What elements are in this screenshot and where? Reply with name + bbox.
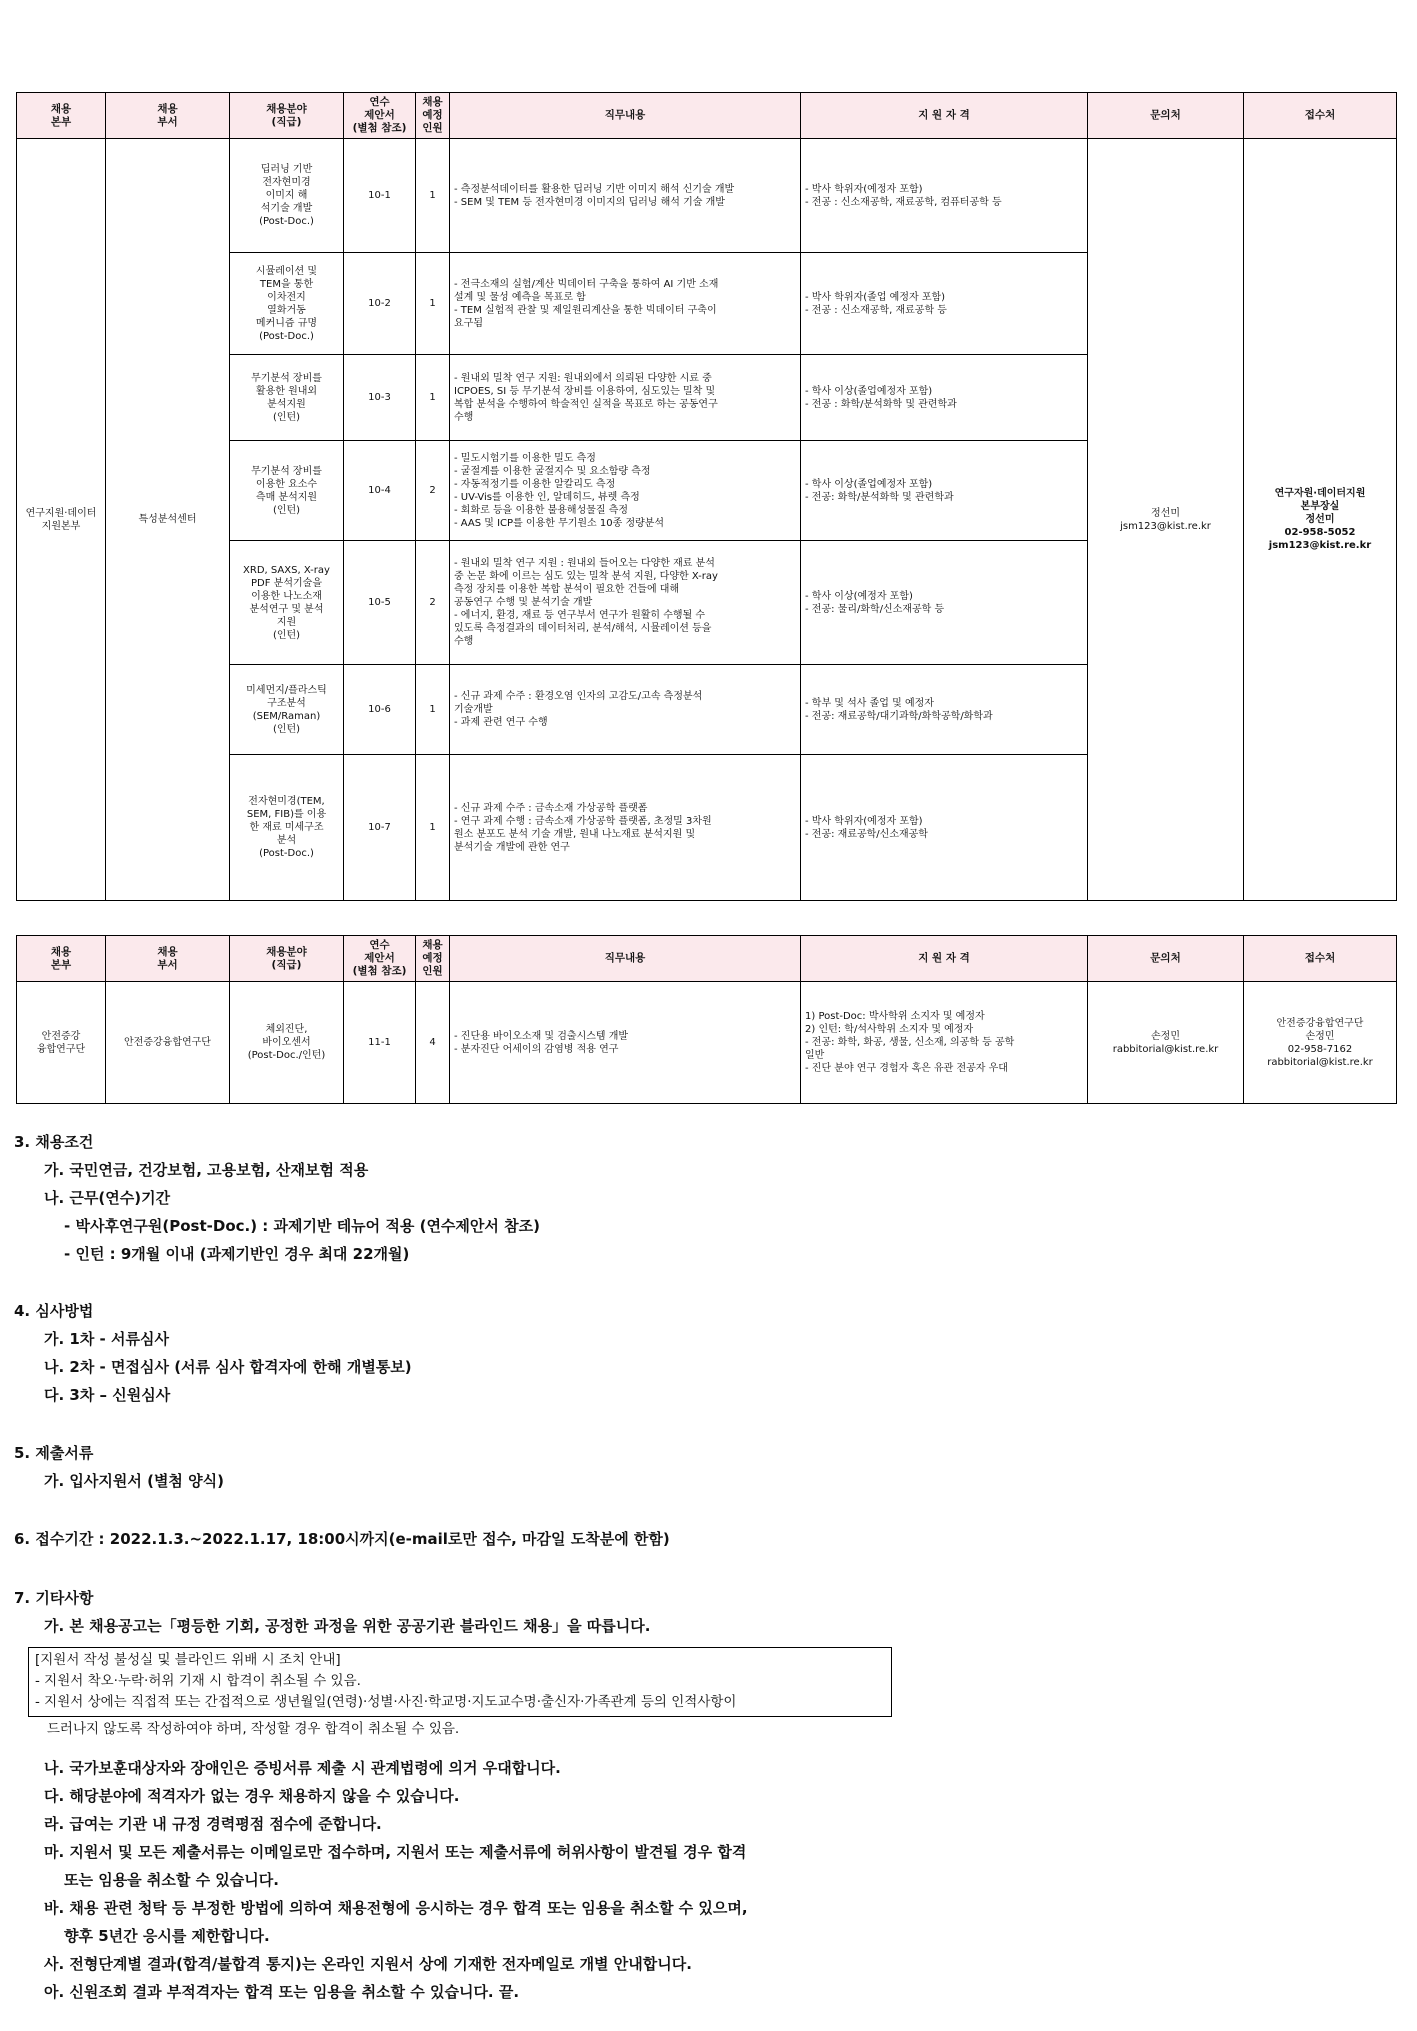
contact-cell: 손정민 rabbitorial@kist.re.kr — [1088, 982, 1244, 1104]
table-header-row — [17, 93, 1397, 139]
section-5-title: 5. 제출서류 — [14, 1444, 94, 1462]
section-3-b2: - 인턴 : 9개월 이내 (과제기반인 경우 최대 22개월) — [64, 1245, 410, 1263]
blind-notice-box — [28, 1647, 892, 1717]
section-4-c: 다. 3차 – 신원심사 — [44, 1386, 171, 1404]
field-cell: 미세먼지/플라스틱 구조분석 (SEM/Raman) (인턴) — [230, 665, 344, 755]
code-cell: 10-3 — [344, 355, 416, 441]
header-field: 채용분야 (직급) — [230, 936, 344, 982]
section-5-a: 가. 입사지원서 (별첨 양식) — [44, 1472, 224, 1490]
field-cell: 무기분석 장비를 활용한 원내외 분석지원 (인턴) — [230, 355, 344, 441]
header-qual: 지 원 자 격 — [801, 93, 1088, 139]
section-7-b: 나. 국가보훈대상자와 장애인은 증빙서류 제출 시 관계법령에 의거 우대합니다. — [44, 1759, 561, 1777]
notice-line-1: - 지원서 착오·누락·허위 기재 시 합격이 취소될 수 있음. — [35, 1673, 361, 1689]
header-contact: 문의처 — [1088, 93, 1244, 139]
section-4-b: 나. 2차 - 면접심사 (서류 심사 합격자에 한해 개별통보) — [44, 1358, 412, 1376]
count-cell: 1 — [416, 665, 450, 755]
section-4-title: 4. 심사방법 — [14, 1302, 94, 1320]
duty-cell: - 원내외 밀착 연구 지원: 원내외에서 의뢰된 다양한 시료 중 ICPOES, SI 등 무기분석 장비를 이용하여, 심도있는 밀착 및 복합 분석을 수행하여 학술적인 실적을 목표로 하는 공동연구 수행 — [450, 355, 801, 441]
dept-cell: 안전증강융합연구단 — [106, 982, 230, 1104]
field-cell: 전자현미경(TEM, SEM, FIB)를 이용 한 재료 미세구조 분석 (Post-Doc.) — [230, 755, 344, 901]
count-cell: 2 — [416, 441, 450, 541]
qual-cell: 1) Post-Doc: 박사학위 소지자 및 예정자 2) 인턴: 학/석사학위 소지자 및 예정자 - 전공: 화학, 화공, 생물, 신소재, 의공학 등 공학 일반 - 진단 분야 연구 경험자 혹은 유관 전공자 우대 — [801, 982, 1088, 1104]
section-7-h: 아. 신원조회 결과 부적격자는 합격 또는 임용을 취소할 수 있습니다. 끝. — [44, 1983, 520, 2001]
table-header-row — [17, 936, 1397, 982]
field-cell: XRD, SAXS, X-ray PDF 분석기술을 이용한 나노소재 분석연구 및 분석 지원 (인턴) — [230, 541, 344, 665]
section-7-title: 7. 기타사항 — [14, 1589, 94, 1607]
duty-cell: - 진단용 바이오소재 및 검출시스템 개발 - 분자진단 어세이의 감염병 적용 연구 — [450, 982, 801, 1104]
field-cell: 체외진단, 바이오센서 (Post-Doc./인턴) — [230, 982, 344, 1104]
count-cell: 2 — [416, 541, 450, 665]
section-4-a: 가. 1차 - 서류심사 — [44, 1330, 169, 1348]
section-3-title: 3. 채용조건 — [14, 1133, 94, 1151]
reception-cell: 연구자원·데이터지원 본부장실 정선미 02-958-5052 jsm123@kist.re.kr — [1244, 139, 1397, 901]
duty-cell: - 밀도시험기를 이용한 밀도 측정 - 굴절계를 이용한 굴절지수 및 요소함량 측정 - 자동적정기를 이용한 알칼리도 측정 - UV-Vis를 이용한 인, 알데히드, 뷰렛 측정 - 회화로 등을 이용한 불용해성물질 측정 - AAS 및 ICP를 이용한 무기원소 10종 정량분석 — [450, 441, 801, 541]
header-duty: 직무내용 — [450, 936, 801, 982]
header-duty: 직무내용 — [450, 93, 801, 139]
section-7-c: 다. 해당분야에 적격자가 없는 경우 채용하지 않을 수 있습니다. — [44, 1787, 460, 1805]
notice-line-3: 드러나지 않도록 작성하여야 하며, 작성할 경우 합격이 취소될 수 있음. — [34, 1721, 460, 1737]
table-row — [17, 982, 1397, 1104]
qual-cell: - 학사 이상(예정자 포함) - 전공: 물리/화학/신소재공학 등 — [801, 541, 1088, 665]
dept-cell: 특성분석센터 — [106, 139, 230, 901]
qual-cell: - 박사 학위자(졸업 예정자 포함) - 전공 : 신소재공학, 재료공학 등 — [801, 253, 1088, 355]
code-cell: 10-5 — [344, 541, 416, 665]
count-cell: 1 — [416, 253, 450, 355]
notice-title: [지원서 작성 불성실 및 블라인드 위배 시 조치 안내] — [35, 1652, 341, 1668]
header-dept: 채용 부서 — [106, 93, 230, 139]
qual-cell: - 학부 및 석사 졸업 및 예정자 - 전공: 재료공학/대기과학/화학공학/화학과 — [801, 665, 1088, 755]
header-proposal: 연수 제안서 (별첨 참조) — [344, 93, 416, 139]
duty-cell: - 측정분석데이터를 활용한 딥러닝 기반 이미지 해석 신기술 개발 - SEM 및 TEM 등 전자현미경 이미지의 딥러닝 해석 기술 개발 — [450, 139, 801, 253]
header-count: 채용 예정 인원 — [416, 936, 450, 982]
count-cell: 1 — [416, 755, 450, 901]
hq-cell: 안전증강 융합연구단 — [17, 982, 106, 1104]
section-7-d: 라. 급여는 기관 내 규정 경력평점 점수에 준합니다. — [44, 1815, 382, 1833]
hq-cell: 연구지원·데이터 지원본부 — [17, 139, 106, 901]
notice-line-2: - 지원서 상에는 직접적 또는 간접적으로 생년월일(연령)·성별·사진·학교명·지도교수명·출신자·가족관계 등의 인적사항이 — [35, 1694, 737, 1710]
header-count: 채용 예정 인원 — [416, 93, 450, 139]
duty-cell: - 전극소재의 실험/계산 빅데이터 구축을 통하여 AI 기반 소재 설계 및 물성 예측을 목표로 함 - TEM 실험적 관찰 및 제일원리계산을 통한 빅데이터 구축이 요구됨 — [450, 253, 801, 355]
count-cell: 4 — [416, 982, 450, 1104]
section-3-b1: - 박사후연구원(Post-Doc.) : 과제기반 테뉴어 적용 (연수제안서 참조) — [64, 1217, 540, 1235]
section-7-f2: 향후 5년간 응시를 제한합니다. — [64, 1927, 270, 1945]
recruitment-table-2 — [16, 935, 1397, 1104]
header-hq: 채용 본부 — [17, 936, 106, 982]
qual-cell: - 학사 이상(졸업예정자 포함) - 전공 : 화학/분석화학 및 관련학과 — [801, 355, 1088, 441]
section-6: 6. 접수기간 : 2022.1.3.~2022.1.17, 18:00시까지(e-mail로만 접수, 마감일 도착분에 한함) — [14, 1530, 670, 1548]
section-3-a: 가. 국민연금, 건강보험, 고용보험, 산재보험 적용 — [44, 1161, 369, 1179]
duty-cell: - 신규 과제 수주 : 금속소재 가상공학 플랫폼 - 연구 과제 수행 : 금속소재 가상공학 플랫폼, 초정밀 3차원 원소 분포도 분석 기술 개발, 원내 나노재료 분석지원 및 분석기술 개발에 관한 연구 — [450, 755, 801, 901]
qual-cell: - 박사 학위자(예정자 포함) - 전공: 재료공학/신소재공학 — [801, 755, 1088, 901]
code-cell: 10-1 — [344, 139, 416, 253]
header-proposal: 연수 제안서 (별첨 참조) — [344, 936, 416, 982]
count-cell: 1 — [416, 355, 450, 441]
duty-cell: - 원내외 밀착 연구 지원 : 원내외 들어오는 다양한 재료 분석 중 논문 화에 이르는 심도 있는 밀착 분석 지원, 다양한 X-ray 측정 장치를 이용한 복합 분석이 필요한 건들에 대해 공동연구 수행 및 분석기술 개발 - 에너지, 환경, 재료 등 연구부서 연구가 원활히 수행될 수 있도록 측정결과의 데이터처리, 분석/해석, 시뮬레이션 등을 수행 — [450, 541, 801, 665]
count-cell: 1 — [416, 139, 450, 253]
table-row — [17, 139, 1397, 253]
field-cell: 시뮬레이션 및 TEM을 통한 이차전지 열화거동 메커니즘 규명 (Post-Doc.) — [230, 253, 344, 355]
qual-cell: - 학사 이상(졸업예정자 포함) - 전공: 화학/분석화학 및 관련학과 — [801, 441, 1088, 541]
header-field: 채용분야 (직급) — [230, 93, 344, 139]
reception-cell: 안전증강융합연구단 손정민 02-958-7162 rabbitorial@kist.re.kr — [1244, 982, 1397, 1104]
recruitment-table-1 — [16, 92, 1397, 901]
section-3-b: 나. 근무(연수)기간 — [44, 1189, 171, 1207]
section-7-f: 바. 채용 관련 청탁 등 부정한 방법에 의하여 채용전형에 응시하는 경우 합격 또는 임용을 취소할 수 있으며, — [44, 1899, 748, 1917]
section-7-e2: 또는 임용을 취소할 수 있습니다. — [64, 1871, 279, 1889]
header-reception: 접수처 — [1244, 93, 1397, 139]
code-cell: 11-1 — [344, 982, 416, 1104]
header-hq: 채용 본부 — [17, 93, 106, 139]
duty-cell: - 신규 과제 수주 : 환경오염 인자의 고감도/고속 측정분석 기술개발 - 과제 관련 연구 수행 — [450, 665, 801, 755]
header-dept: 채용 부서 — [106, 936, 230, 982]
header-qual: 지 원 자 격 — [801, 936, 1088, 982]
qual-cell: - 박사 학위자(예정자 포함) - 전공 : 신소재공학, 재료공학, 컴퓨터공학 등 — [801, 139, 1088, 253]
section-7-a: 가. 본 채용공고는「평등한 기회, 공정한 과정을 위한 공공기관 블라인드 채용」을 따릅니다. — [44, 1617, 651, 1635]
code-cell: 10-4 — [344, 441, 416, 541]
contact-cell: 정선미 jsm123@kist.re.kr — [1088, 139, 1244, 901]
code-cell: 10-6 — [344, 665, 416, 755]
section-7-g: 사. 전형단계별 결과(합격/불합격 통지)는 온라인 지원서 상에 기재한 전자메일로 개별 안내합니다. — [44, 1955, 692, 1973]
code-cell: 10-2 — [344, 253, 416, 355]
field-cell: 무기분석 장비를 이용한 요소수 측매 분석지원 (인턴) — [230, 441, 344, 541]
header-contact: 문의처 — [1088, 936, 1244, 982]
section-7-e: 마. 지원서 및 모든 제출서류는 이메일로만 접수하며, 지원서 또는 제출서류에 허위사항이 발견될 경우 합격 — [44, 1843, 747, 1861]
field-cell: 딥러닝 기반 전자현미경 이미지 해 석기술 개발 (Post-Doc.) — [230, 139, 344, 253]
header-reception: 접수처 — [1244, 936, 1397, 982]
code-cell: 10-7 — [344, 755, 416, 901]
